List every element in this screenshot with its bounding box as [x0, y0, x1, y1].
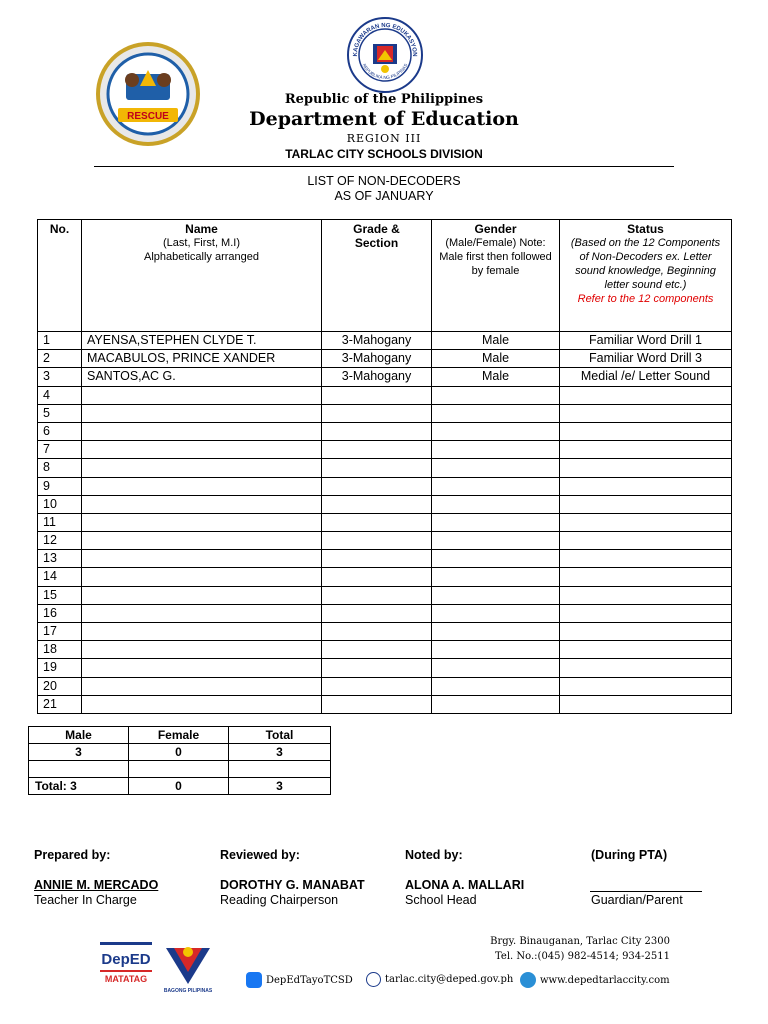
row-name: MACABULOS, PRINCE XANDER: [82, 350, 322, 368]
row-grade-section: [322, 550, 432, 568]
table-row: [38, 368, 732, 386]
row-no: 18: [38, 641, 82, 659]
row-name: SANTOS,AC G.: [82, 368, 322, 386]
deped-seal: [346, 16, 424, 94]
division-name: TARLAC CITY SCHOOLS DIVISION: [285, 147, 483, 161]
row-grade-section: [322, 532, 432, 550]
row-name: [82, 659, 322, 677]
table-row: [38, 695, 732, 713]
row-gender: Male: [432, 350, 560, 368]
row-grade-section: [322, 422, 432, 440]
row-name: [82, 604, 322, 622]
row-gender: [432, 677, 560, 695]
row-gender: [432, 586, 560, 604]
row-no: 8: [38, 459, 82, 477]
summary-empty-cell: [129, 761, 229, 778]
noted-by-position: School Head: [405, 893, 477, 907]
row-gender: [432, 404, 560, 422]
row-gender: [432, 477, 560, 495]
guardian-position: Guardian/Parent: [591, 893, 683, 907]
row-gender: [432, 532, 560, 550]
address-line: Brgy. Binauganan, Tarlac City 2300: [490, 936, 670, 947]
row-no: 13: [38, 550, 82, 568]
header-grade-section: Grade & Section: [322, 220, 432, 332]
department-name: Department of Education: [249, 108, 519, 130]
svg-text:KAGAWARAN NG EDUKASYON: KAGAWARAN NG EDUKASYON: [352, 22, 418, 57]
header-divider: [94, 166, 674, 167]
row-status: [560, 568, 732, 586]
header-name: Name (Last, First, M.I) Alphabetically arranged: [82, 220, 322, 332]
row-name: [82, 550, 322, 568]
table-row: [38, 623, 732, 641]
row-gender: [432, 459, 560, 477]
row-grade-section: [322, 586, 432, 604]
svg-text:RESCUE: RESCUE: [127, 111, 169, 122]
prepared-by-name: ANNIE M. MERCADO: [34, 878, 159, 892]
row-no: 20: [38, 677, 82, 695]
row-status: [560, 659, 732, 677]
row-no: 10: [38, 495, 82, 513]
row-name: [82, 459, 322, 477]
row-status: Familiar Word Drill 1: [560, 332, 732, 350]
row-status: Medial /e/ Letter Sound: [560, 368, 732, 386]
row-no: 7: [38, 441, 82, 459]
row-gender: Male: [432, 368, 560, 386]
table-row: [38, 441, 732, 459]
row-status: [560, 513, 732, 531]
row-gender: [432, 568, 560, 586]
table-row: [38, 350, 732, 368]
row-gender: [432, 495, 560, 513]
row-status: [560, 695, 732, 713]
noted-by-name: ALONA A. MALLARI: [405, 878, 525, 892]
noted-by-label: Noted by:: [405, 848, 463, 862]
table-row: [38, 477, 732, 495]
reviewed-by-name: DOROTHY G. MANABAT: [220, 878, 365, 892]
row-grade-section: [322, 677, 432, 695]
row-status: [560, 550, 732, 568]
table-row: [38, 550, 732, 568]
telephone-line: Tel. No.:(045) 982-4514; 934-2511: [495, 951, 670, 962]
republic-line: Republic of the Philippines: [284, 92, 484, 107]
row-grade-section: [322, 477, 432, 495]
row-name: [82, 477, 322, 495]
svg-text:DepED: DepED: [101, 951, 151, 968]
row-no: 1: [38, 332, 82, 350]
row-name: [82, 586, 322, 604]
row-name: [82, 404, 322, 422]
row-grade-section: [322, 695, 432, 713]
row-name: [82, 495, 322, 513]
row-grade-section: [322, 659, 432, 677]
summary-grand-total-female: 0: [129, 778, 229, 795]
row-grade-section: [322, 623, 432, 641]
row-status: [560, 623, 732, 641]
table-row: [38, 495, 732, 513]
row-gender: [432, 513, 560, 531]
row-status: [560, 677, 732, 695]
table-row: [38, 659, 732, 677]
table-row: [38, 422, 732, 440]
row-gender: [432, 641, 560, 659]
email-link[interactable]: tarlac.city@deped.gov.ph: [366, 972, 513, 987]
row-status: [560, 532, 732, 550]
row-name: [82, 513, 322, 531]
row-status: [560, 641, 732, 659]
row-grade-section: [322, 641, 432, 659]
row-grade-section: 3-Mahogany: [322, 368, 432, 386]
facebook-icon: [246, 972, 262, 988]
row-grade-section: [322, 568, 432, 586]
deped-matatag-logo: [100, 940, 152, 990]
header-status: Status (Based on the 12 Components of Non-Decoders ex. Letter sound knowledge, Beginning letter sound etc.) Refer to the 12 components: [560, 220, 732, 332]
summary-empty-cell: [229, 761, 331, 778]
row-gender: [432, 659, 560, 677]
row-grade-section: [322, 495, 432, 513]
row-name: [82, 677, 322, 695]
row-gender: [432, 422, 560, 440]
title-line-1: LIST OF NON-DECODERS: [307, 174, 461, 188]
row-name: [82, 386, 322, 404]
non-decoders-table: [37, 219, 732, 714]
row-name: [82, 695, 322, 713]
reviewed-by-position: Reading Chairperson: [220, 893, 339, 907]
bagong-pilipinas-logo: [160, 938, 216, 994]
table-row: [38, 641, 732, 659]
row-status: [560, 386, 732, 404]
prepared-by-position: Teacher In Charge: [34, 893, 137, 907]
row-name: AYENSA,STEPHEN CLYDE T.: [82, 332, 322, 350]
row-no: 15: [38, 586, 82, 604]
row-grade-section: [322, 513, 432, 531]
summary-header-female: Female: [129, 727, 229, 744]
row-no: 9: [38, 477, 82, 495]
row-gender: Male: [432, 332, 560, 350]
row-name: [82, 422, 322, 440]
row-no: 16: [38, 604, 82, 622]
summary-grand-total: 3: [229, 778, 331, 795]
row-status: [560, 441, 732, 459]
summary-empty-cell: [29, 761, 129, 778]
row-name: [82, 532, 322, 550]
row-status: [560, 604, 732, 622]
reviewed-by-label: Reviewed by:: [220, 848, 300, 862]
row-no: 4: [38, 386, 82, 404]
row-name: [82, 441, 322, 459]
summary-male: 3: [29, 744, 129, 761]
row-grade-section: 3-Mahogany: [322, 332, 432, 350]
globe-icon: [520, 972, 536, 988]
row-status: [560, 495, 732, 513]
row-no: 17: [38, 623, 82, 641]
summary-total: 3: [229, 744, 331, 761]
during-pta-label: (During PTA): [591, 848, 668, 862]
summary-female: 0: [129, 744, 229, 761]
summary-grand-total-label: Total: 3: [29, 778, 129, 795]
row-no: 3: [38, 368, 82, 386]
row-no: 12: [38, 532, 82, 550]
header-gender: Gender (Male/Female) Note: Male first then followed by female: [432, 220, 560, 332]
table-row: [38, 513, 732, 531]
row-status: [560, 422, 732, 440]
guardian-signature-line: [590, 891, 702, 892]
row-grade-section: [322, 459, 432, 477]
row-no: 21: [38, 695, 82, 713]
table-row: [38, 332, 732, 350]
row-no: 11: [38, 513, 82, 531]
table-row: [38, 459, 732, 477]
svg-text:MATATAG: MATATAG: [104, 974, 148, 984]
row-no: 19: [38, 659, 82, 677]
row-no: 6: [38, 422, 82, 440]
document-title: [0, 174, 768, 204]
table-row: [38, 404, 732, 422]
table-row: [38, 586, 732, 604]
table-row: [38, 532, 732, 550]
office-address: [490, 934, 670, 964]
table-row: [38, 386, 732, 404]
row-gender: [432, 441, 560, 459]
row-gender: [432, 695, 560, 713]
row-status: [560, 477, 732, 495]
prepared-by-label: Prepared by:: [34, 848, 111, 862]
svg-text:REPUBLIKA NG PILIPINAS: REPUBLIKA NG PILIPINAS: [361, 62, 409, 81]
row-grade-section: [322, 441, 432, 459]
row-status: [560, 404, 732, 422]
summary-table: [28, 726, 331, 795]
row-gender: [432, 550, 560, 568]
row-grade-section: 3-Mahogany: [322, 350, 432, 368]
header-no: No.: [38, 220, 82, 332]
website-link[interactable]: www.depedtarlaccity.com: [520, 972, 670, 988]
title-line-2: AS OF JANUARY: [334, 189, 434, 203]
row-gender: [432, 604, 560, 622]
summary-header-male: Male: [29, 727, 129, 744]
email-icon: [366, 972, 381, 987]
table-row: [38, 677, 732, 695]
table-row: [38, 568, 732, 586]
row-status: Familiar Word Drill 3: [560, 350, 732, 368]
row-name: [82, 641, 322, 659]
svg-text:BAGONG PILIPINAS: BAGONG PILIPINAS: [163, 988, 213, 994]
row-status: [560, 586, 732, 604]
facebook-link[interactable]: DepEdTayoTCSD: [246, 972, 353, 988]
row-name: [82, 623, 322, 641]
row-grade-section: [322, 604, 432, 622]
row-no: 5: [38, 404, 82, 422]
row-gender: [432, 386, 560, 404]
region-line: REGION III: [346, 132, 422, 145]
row-no: 2: [38, 350, 82, 368]
row-grade-section: [322, 404, 432, 422]
table-row: [38, 604, 732, 622]
row-gender: [432, 623, 560, 641]
row-grade-section: [322, 386, 432, 404]
summary-header-total: Total: [229, 727, 331, 744]
row-status: [560, 459, 732, 477]
row-name: [82, 568, 322, 586]
row-no: 14: [38, 568, 82, 586]
